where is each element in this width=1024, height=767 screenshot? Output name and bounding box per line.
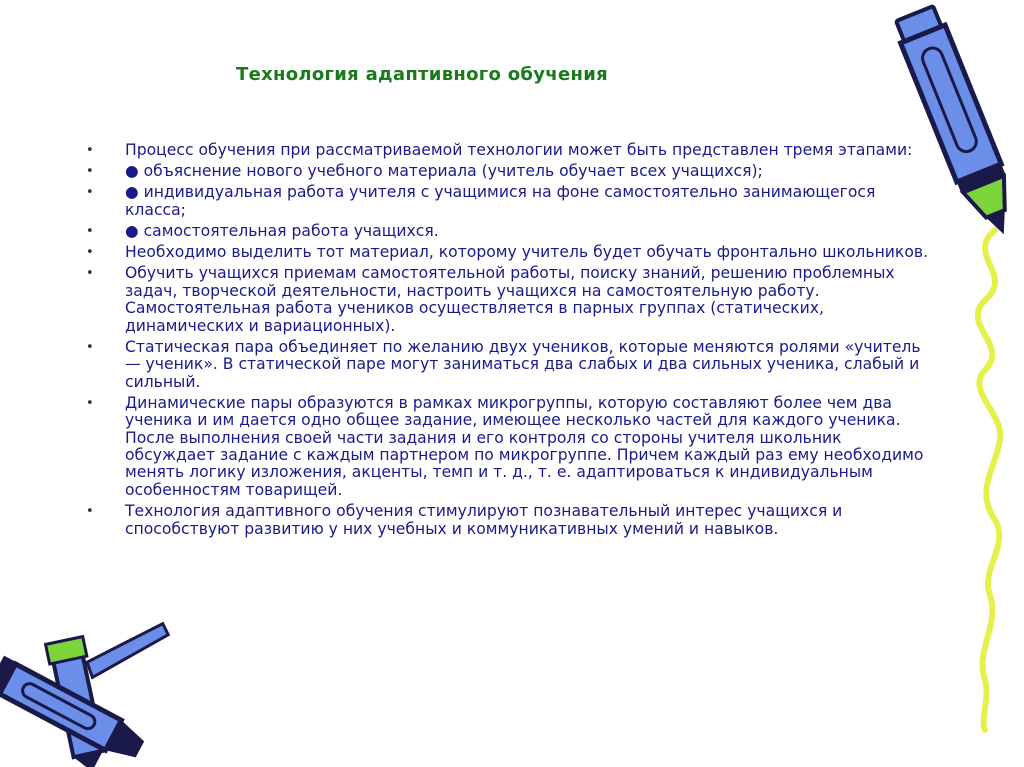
list-item: • ● объяснение нового учебного материала (учитель обучает всех учащихся); <box>86 163 931 180</box>
list-item: • Динамические пары образуются в рамках микрогруппы, которую составляют более чем два ученика и им дается одно общее задание, имеющее несколько частей для каждого ученика. После выполнения своей части задания и его контроля со стороны учителя школьник обсуждает задание с каждым партнером по микрогруппе. Причем каждый раз ему необходимо менять логику изложения, акценты, темп и т. д., т. е. адаптироваться к индивидуальным особенностям товарищей. <box>86 395 931 499</box>
list-item: • Статическая пара объединяет по желанию двух учеников, которые меняются ролями «учитель — ученик». В статической паре могут заниматься два слабых и два сильных ученика, слабый и сильный. <box>86 339 931 391</box>
list-item: • Технология адаптивного обучения стимулируют познавательный интерес учащихся и способствуют развитию у них учебных и коммуникативных умений и навыков. <box>86 503 931 538</box>
pens-icon-bottom-left <box>0 618 160 767</box>
list-item: • ● индивидуальная работа учителя с учащимися на фоне самостоятельно занимающегося класса; <box>86 184 931 219</box>
squiggle-line-decoration <box>955 230 1024 730</box>
list-item: • Необходимо выделить тот материал, которому учитель будет обучать фронтально школьников. <box>86 244 931 261</box>
list-item: • ● самостоятельная работа учащихся. <box>86 223 931 240</box>
list-item: • Процесс обучения при рассматриваемой технологии может быть представлен тремя этапами: <box>86 142 931 159</box>
page-title: Технология адаптивного обучения <box>236 64 608 85</box>
list-item: • Обучить учащихся приемам самостоятельной работы, поиску знаний, решению проблемных задач, творческой деятельности, настроить учащихся на самостоятельную работу. Самостоятельная работа учеников осуществляется в парных группах (статических, динамических и вариационных). <box>86 265 931 335</box>
bullet-list <box>86 142 931 542</box>
squiggle-path <box>978 230 1001 730</box>
